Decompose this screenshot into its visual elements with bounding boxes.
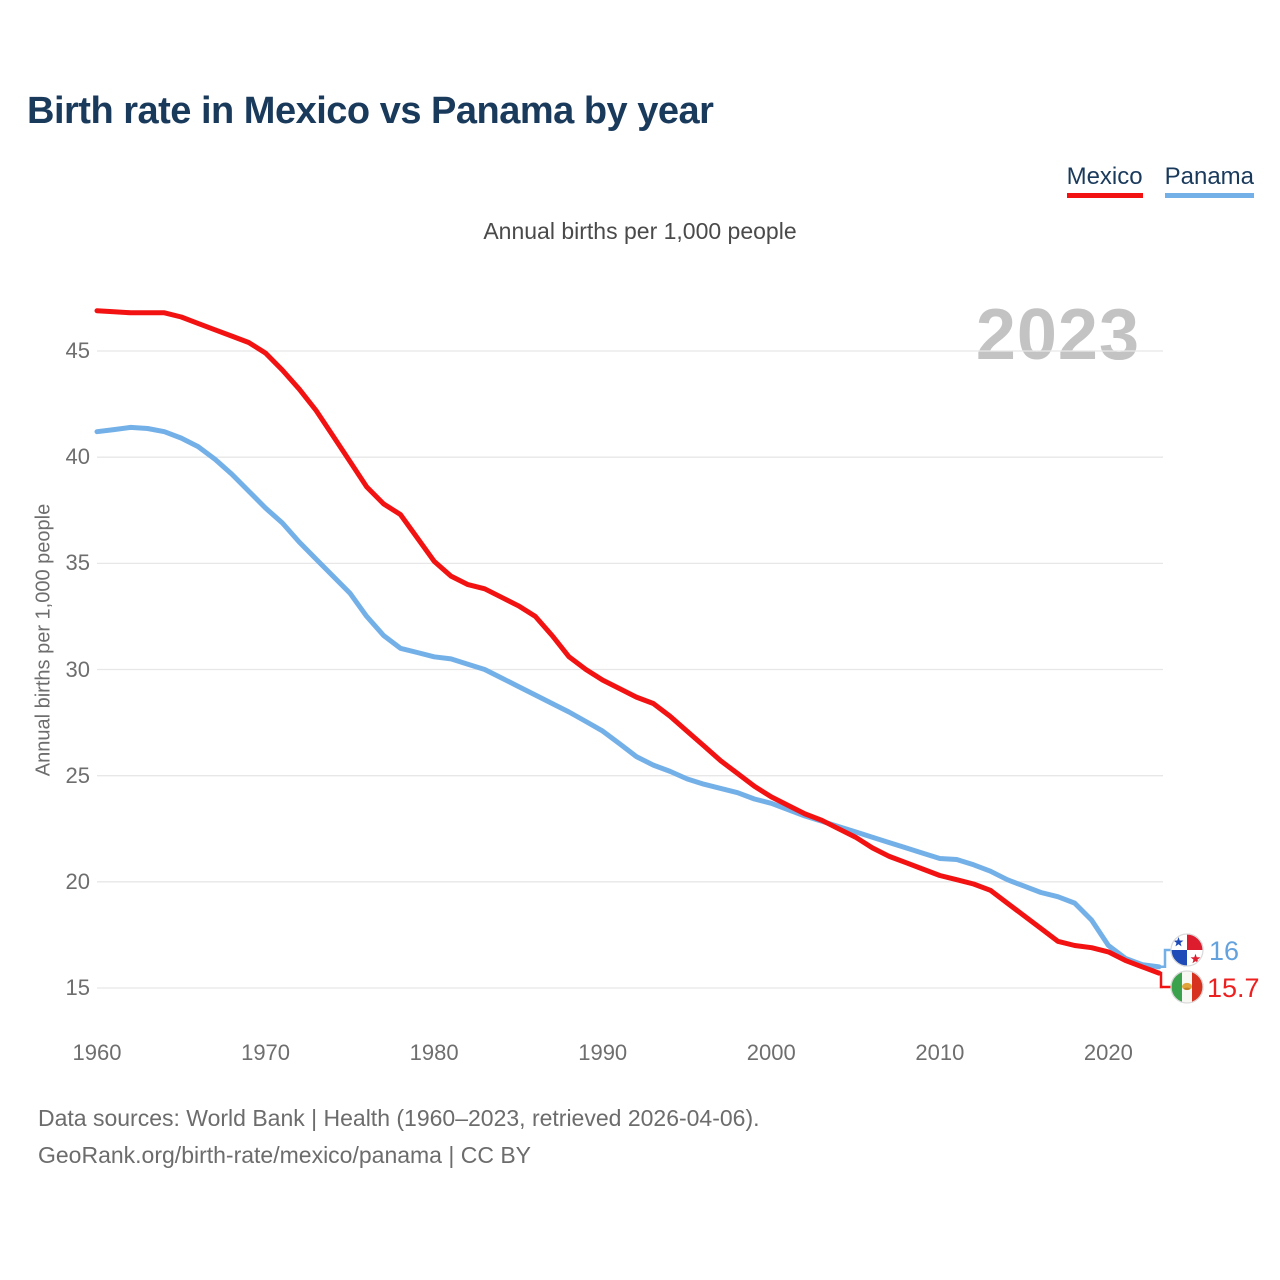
x-tick-label: 1970 — [241, 1040, 291, 1065]
y-tick-label: 45 — [65, 338, 90, 363]
legend-label-mexico: Mexico — [1066, 163, 1143, 190]
x-tick-label: 2010 — [915, 1040, 965, 1065]
y-tick-label: 40 — [65, 444, 90, 470]
legend-label-panama: Panama — [1164, 163, 1254, 190]
y-axis-title: Annual births per 1,000 people — [32, 503, 55, 777]
footer-link-line: GeoRank.org/birth-rate/mexico/panama | CC BY — [38, 1142, 532, 1168]
x-tick-label: 1990 — [578, 1040, 628, 1065]
x-tick-label: 1980 — [409, 1040, 459, 1065]
series-lines — [97, 311, 1159, 973]
x-tick-label: 1960 — [72, 1040, 122, 1065]
panama-flag-icon — [1170, 933, 1204, 967]
gridlines — [97, 351, 1163, 988]
y-tick-label: 15 — [65, 975, 90, 1000]
page-title: Birth rate in Mexico vs Panama by year — [27, 90, 714, 132]
panama-line — [97, 427, 1159, 966]
footer-source-line: Data sources: World Bank | Health (1960–2023, retrieved 2026-04-06). — [38, 1105, 760, 1131]
year-watermark: 2023 — [975, 295, 1140, 375]
chart-subtitle: Annual births per 1,000 people — [483, 218, 797, 244]
y-tick-label: 25 — [65, 762, 90, 788]
x-tick-label: 2000 — [746, 1040, 796, 1065]
mexico-end-value: 15.7 — [1207, 973, 1260, 1003]
x-tick-label: 2020 — [1083, 1040, 1133, 1065]
y-tick-label: 20 — [65, 868, 90, 894]
mexico-flag-icon — [1170, 970, 1204, 1004]
y-tick-label: 35 — [65, 550, 90, 576]
y-tick-label: 30 — [65, 656, 90, 682]
footer — [38, 1100, 760, 1174]
panama-end-value: 16 — [1209, 936, 1240, 966]
